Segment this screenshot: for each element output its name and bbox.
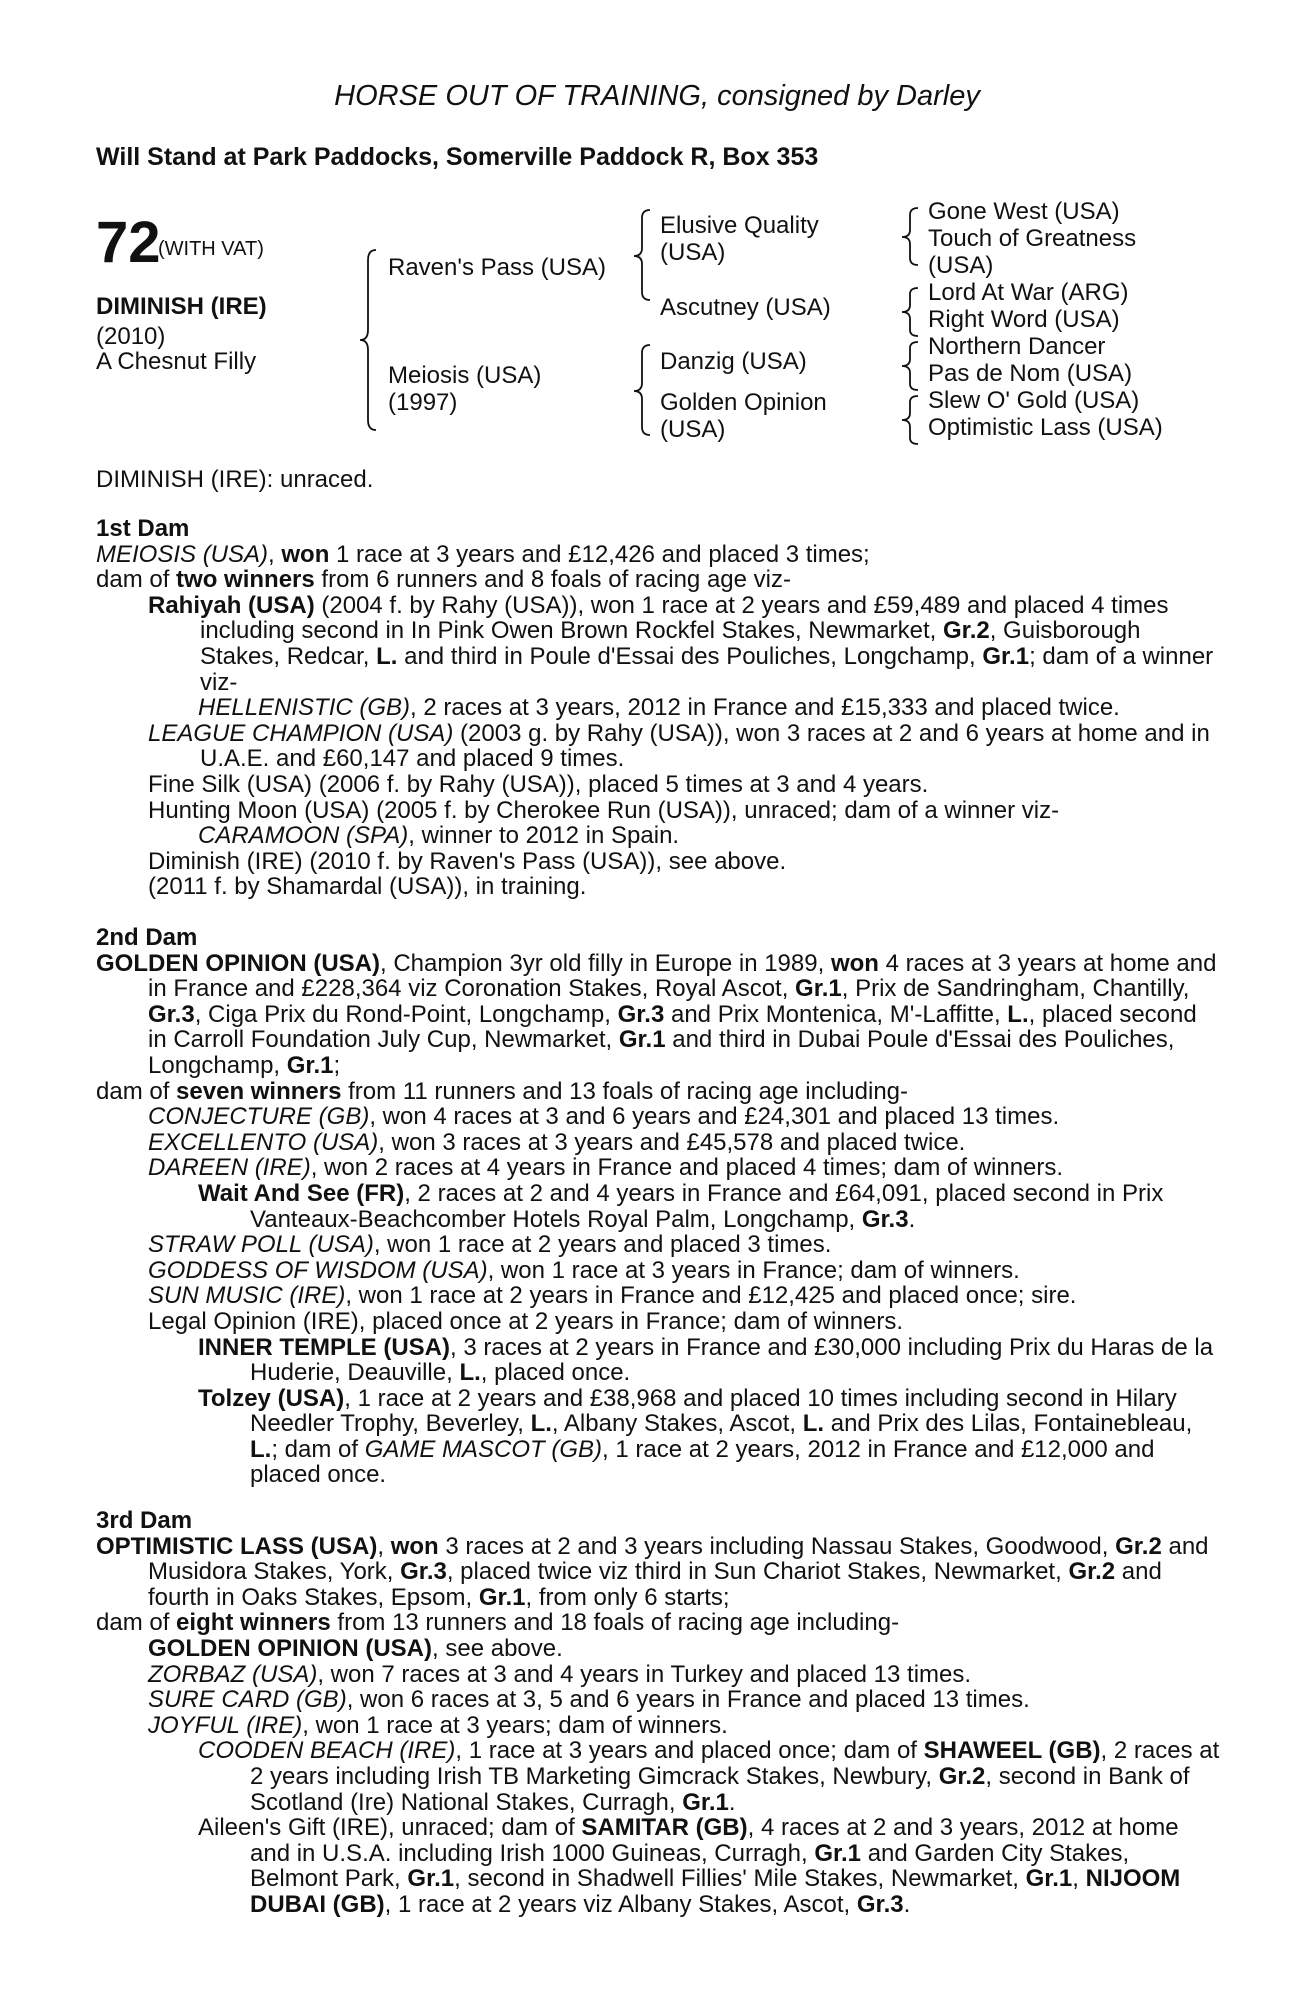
produce-entry: Hunting Moon (USA) (2005 f. by Cherokee Run (USA)), unraced; dam of a winner viz-: [148, 796, 1060, 824]
produce-entry: Diminish (IRE) (2010 f. by Raven's Pass (USA)), see above.: [148, 847, 787, 875]
produce-entry: STRAW POLL (USA), won 1 race at 2 years and placed 3 times.: [148, 1231, 832, 1259]
produce-entry: GOLDEN OPINION (USA), see above.: [148, 1634, 563, 1662]
pedigree-dd-l2: (USA): [660, 416, 726, 443]
pedigree-dd-l1: Golden Opinion: [660, 389, 827, 416]
pedigree-dam: [388, 362, 541, 416]
produce-entry: Tolzey (USA), 1 race at 2 years and £38,968 and placed 10 times including second in Hilary Needler Trophy, Beverley, L., Albany Stakes, Ascot, L. and Prix des Lilas, Fontainebleau, L.; dam of GAME MASCOT (GB), 1 race at 2 years, 2012 in France and £12,000 and placed once.: [198, 1384, 1193, 1489]
lot-number: 72: [96, 210, 161, 275]
section-heading: 1st Dam: [96, 515, 190, 542]
pedigree-g5: Northern Dancer: [928, 333, 1106, 360]
pedigree-g2b: (USA): [928, 252, 994, 279]
produce-entry: DAREEN (IRE), won 2 races at 4 years in France and placed 4 times; dam of winners.: [148, 1154, 1064, 1182]
page-header: HORSE OUT OF TRAINING, consigned by Darley: [334, 80, 980, 112]
produce-entry: Fine Silk (USA) (2006 f. by Rahy (USA)), placed 5 times at 3 and 4 years.: [148, 770, 929, 798]
produce-entry: SUN MUSIC (IRE), won 1 race at 2 years in France and £12,425 and placed once; sire.: [148, 1282, 1077, 1310]
section-heading: 3rd Dam: [96, 1507, 193, 1534]
produce-entry: (2011 f. by Shamardal (USA)), in training.: [148, 873, 587, 901]
pedigree-ss-l2: (USA): [660, 239, 726, 266]
pedigree-sire-dam: Ascutney (USA): [660, 294, 831, 321]
produce-entry: INNER TEMPLE (USA), 3 races at 2 years in France and £30,000 including Prix du Haras de la Huderie, Deauville, L., placed once.: [198, 1333, 1214, 1387]
horse-year: (2010): [96, 323, 166, 350]
pedigree-sire-sire: [660, 212, 819, 266]
produce-entry: Aileen's Gift (IRE), unraced; dam of SAMITAR (GB), 4 races at 2 and 3 years, 2012 at home and in U.S.A. including Irish 1000 Guineas, Curragh, Gr.1 and Garden City Stakes, Belmont Park, Gr.1, second in Shadwell Fillies' Mile Stakes, Newmarket, Gr.1, NIJOOM DUBAI (GB), 1 race at 2 years viz Albany Stakes, Ascot, Gr.3.: [198, 1814, 1181, 1918]
pedigree-dam-name: Meiosis (USA): [388, 362, 542, 389]
produce-entry: Legal Opinion (IRE), placed once at 2 years in France; dam of winners.: [148, 1307, 904, 1335]
dam-line: GOLDEN OPINION (USA), Champion 3yr old filly in Europe in 1989, won 4 races at 3 years at home and in France and £228,364 viz Coronation Stakes, Royal Ascot, Gr.1, Prix de Sandringham, Chantilly, Gr.3, Ciga Prix du Rond-Point, Longchamp, Gr.3 and Prix Montenica, M'-Laffitte, L., placed second in Carroll Foundation July Cup, Newmarket, Gr.1 and third in Dubai Poule d'Essai des Pouliches, Longchamp, Gr.1;: [96, 949, 1217, 1079]
pedigree-dam-sire: Danzig (USA): [660, 348, 807, 375]
pedigree-dam-dam: [660, 389, 827, 443]
produce-entry: EXCELLENTO (USA), won 3 races at 3 years and £45,578 and placed twice.: [148, 1128, 966, 1156]
horse-description: A Chesnut Filly: [96, 348, 257, 375]
dam-line: MEIOSIS (USA), won 1 race at 3 years and £12,426 and placed 3 times;: [96, 540, 870, 568]
horse-name: DIMINISH (IRE): [96, 293, 267, 320]
pedigree-g8: Optimistic Lass (USA): [928, 414, 1163, 441]
stand-location: Will Stand at Park Paddocks, Somerville Paddock R, Box 353: [96, 143, 819, 171]
second-dam-section: [96, 925, 1220, 1488]
pedigree-g2a: Touch of Greatness: [928, 225, 1137, 252]
pedigree-g1: Gone West (USA): [928, 198, 1120, 225]
produce-entry: CONJECTURE (GB), won 4 races at 3 and 6 years and £24,301 and placed 13 times.: [148, 1103, 1060, 1131]
first-dam-section: [96, 516, 1220, 900]
produce-entry: Wait And See (FR), 2 races at 2 and 4 years in France and £64,091, placed second in Prix Vanteaux-Beachcomber Hotels Royal Palm, Longchamp, Gr.3.: [198, 1179, 1164, 1233]
pedigree-g7: Slew O' Gold (USA): [928, 387, 1140, 414]
dam-produce-summary: dam of two winners from 6 runners and 8 foals of racing age viz-: [96, 566, 791, 594]
produce-entry: HELLENISTIC (GB), 2 races at 3 years, 2012 in France and £15,333 and placed twice.: [198, 694, 1120, 722]
produce-entry: LEAGUE CHAMPION (USA) (2003 g. by Rahy (USA)), won 3 races at 2 and 6 years at home and in U.A.E. and £60,147 and placed 9 times.: [148, 719, 1210, 773]
pedigree-gen3: [928, 198, 1163, 441]
dam-produce-summary: dam of eight winners from 13 runners and 18 foals of racing age including-: [96, 1609, 900, 1637]
pedigree-g3: Lord At War (ARG): [928, 279, 1129, 306]
third-dam-section: [96, 1508, 1220, 1918]
pedigree-g6: Pas de Nom (USA): [928, 360, 1133, 387]
produce-entry: CARAMOON (SPA), winner to 2012 in Spain.: [198, 822, 680, 850]
produce-entry: SURE CARD (GB), won 6 races at 3, 5 and 6 years in France and placed 13 times.: [148, 1686, 1030, 1714]
vat-note: (WITH VAT): [158, 238, 264, 260]
dam-produce-summary: dam of seven winners from 11 runners and 13 foals of racing age including-: [96, 1077, 909, 1105]
produce-entry: JOYFUL (IRE), won 1 race at 3 years; dam of winners.: [148, 1711, 728, 1739]
produce-entry: GODDESS OF WISDOM (USA), won 1 race at 3 years in France; dam of winners.: [148, 1256, 1020, 1284]
race-record: DIMINISH (IRE): unraced.: [96, 466, 374, 493]
produce-entry: Rahiyah (USA) (2004 f. by Rahy (USA)), won 1 race at 2 years and £59,489 and placed 4 times including second in In Pink Owen Brown Rockfel Stakes, Newmarket, Gr.2, Guisborough Stakes, Redcar, L. and third in Poule d'Essai des Pouliches, Longchamp, Gr.1; dam of a winner viz-: [148, 591, 1214, 696]
pedigree-dam-year: (1997): [388, 389, 458, 416]
produce-entry: COODEN BEACH (IRE), 1 race at 3 years and placed once; dam of SHAWEEL (GB), 2 races at 2 years including Irish TB Marketing Gimcrack Stakes, Newbury, Gr.2, second in Bank of Scotland (Ire) National Stakes, Curragh, Gr.1.: [198, 1737, 1220, 1816]
dam-line: OPTIMISTIC LASS (USA), won 3 races at 2 and 3 years including Nassau Stakes, Goodwood, Gr.2 and Musidora Stakes, York, Gr.3, placed twice viz third in Sun Chariot Stakes, Newmarket, Gr.2 and fourth in Oaks Stakes, Epsom, Gr.1, from only 6 starts;: [96, 1532, 1209, 1611]
produce-entry: ZORBAZ (USA), won 7 races at 3 and 4 years in Turkey and placed 13 times.: [148, 1660, 972, 1688]
pedigree-g4: Right Word (USA): [928, 306, 1120, 333]
section-heading: 2nd Dam: [96, 924, 198, 951]
pedigree-sire: Raven's Pass (USA): [388, 254, 606, 281]
pedigree-ss-l1: Elusive Quality: [660, 212, 819, 239]
